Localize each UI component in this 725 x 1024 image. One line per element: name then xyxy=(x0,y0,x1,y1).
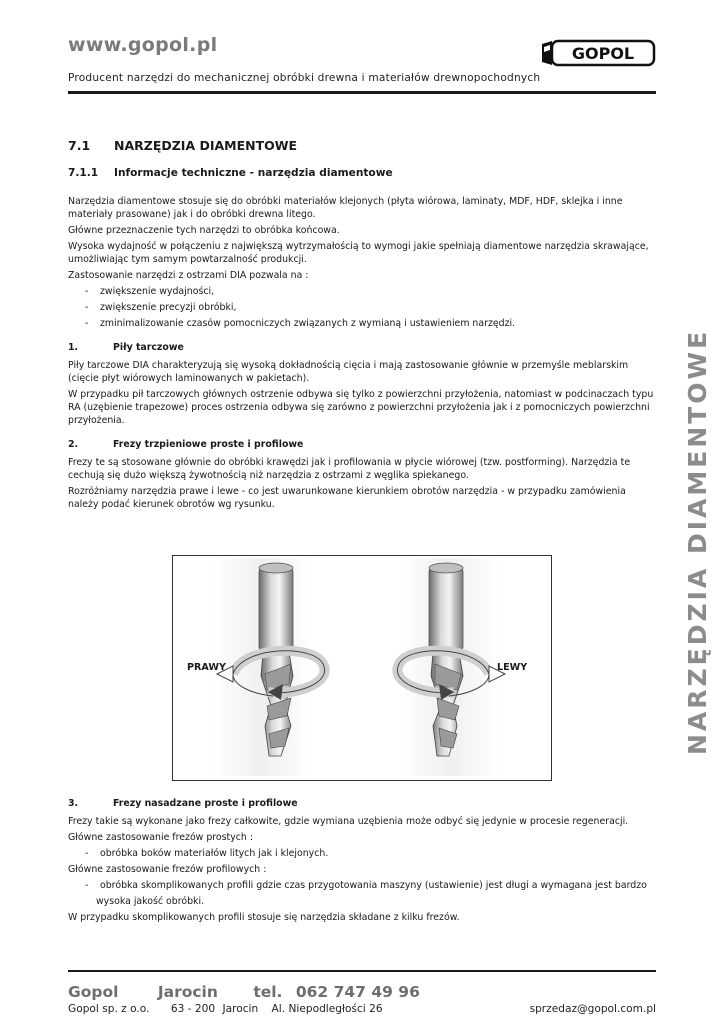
list-item-continuation: wysoka jakość obróbki. xyxy=(96,896,205,907)
footer-street: Al. Niepodległości 26 xyxy=(271,1003,383,1015)
heading-number: 1. xyxy=(68,342,79,353)
bore-paragraph-4: W przypadku skomplikowanych profili stosuje się narzędzia składane z kilku frezów. xyxy=(68,912,460,923)
subsection-heading xyxy=(68,167,658,179)
footer-email[interactable]: sprzedaz@gopol.com.pl xyxy=(529,1003,656,1015)
tagline: Producent narzędzi do mechanicznej obróbki drewna i materiałów drewnopochodnych xyxy=(68,72,541,84)
logo-text: GOPOL xyxy=(571,44,635,63)
footer-company: Gopol xyxy=(68,983,119,1001)
label-right-hand: PRAWY xyxy=(187,662,226,673)
footer-address-line xyxy=(68,1003,656,1015)
footer-postal-code: 63 - 200 xyxy=(170,1003,216,1015)
advantages-list xyxy=(68,285,658,330)
cutters-paragraph-2: Rozróżniamy narzędzia prawe i lewe - co jest uwarunkowane kierunkiem obrotów narzędzia - w przypadku zamówienia należy podać kierunek obrotów wg rysunku. xyxy=(68,486,626,510)
heading-circular-saws xyxy=(68,342,658,353)
main-content xyxy=(68,138,658,514)
saws-paragraph-2: W przypadku pił tarczowych głównych ostrzenie odbywa się tylko z powierzchni przyłożenia, natomiast w podcinaczach typu RA (uzębienie trapezowe) proces ostrzenia odbywa się zarówno z powierzchni przyłożenia jak i z pomocniczych powierzchni przyłożenia. xyxy=(68,389,654,426)
footer-legal-name: Gopol sp. z o.o. xyxy=(68,1003,150,1015)
bore-paragraph-3: Główne zastosowanie frezów profilowych : xyxy=(68,864,267,875)
footer-phone[interactable]: 062 747 49 96 xyxy=(295,983,420,1001)
side-category-title: NARZĘDZIA DIAMENTOWE xyxy=(683,328,712,755)
subsection-title: Informacje techniczne - narzędzia diamentowe xyxy=(114,167,393,179)
footer-contact-line xyxy=(68,983,658,1001)
heading-bore-cutters xyxy=(68,798,658,809)
footer-city: Jarocin xyxy=(157,983,218,1001)
rotation-direction-figure xyxy=(172,555,552,781)
heading-title: Frezy trzpieniowe proste i profilowe xyxy=(113,439,304,450)
gopol-logo xyxy=(540,38,656,68)
footer-rule xyxy=(68,970,656,972)
list-item: - obróbka boków materiałów litych jak i klejonych. xyxy=(68,847,658,860)
profile-uses-list xyxy=(68,879,658,892)
heading-number: 2. xyxy=(68,439,79,450)
cutter-illustration xyxy=(173,556,551,780)
site-url[interactable]: www.gopol.pl xyxy=(68,34,218,56)
list-item: - zwiększenie wydajności, xyxy=(68,285,658,298)
heading-title: Piły tarczowe xyxy=(113,342,184,353)
intro-paragraph-3: Wysoka wydajność w połączeniu z największą wytrzymałością to wymogi jakie spełniają diamentowe narzędzia skrawające, umożliwiając tym samym powtarzalność produkcji. xyxy=(68,241,649,265)
intro-paragraph-4: Zastosowanie narzędzi z ostrzami DIA pozwala na : xyxy=(68,270,309,281)
label-left-hand: LEWY xyxy=(497,662,528,673)
section-3-content xyxy=(68,798,658,927)
section-title: NARZĘDZIA DIAMENTOWE xyxy=(114,138,298,153)
section-number: 7.1 xyxy=(68,138,91,153)
subsection-number: 7.1.1 xyxy=(68,167,99,179)
cutters-paragraph-1: Frezy te są stosowane głównie do obróbki krawędzi jak i profilowania w płycie wiórowej (tzw. postforming). Narzędzia te cechują się dużo większą żywotnością niż narzędzia z ostrzami z węglika spiekanego. xyxy=(68,457,631,481)
section-heading xyxy=(68,138,658,153)
header-rule xyxy=(68,91,656,94)
straight-uses-list xyxy=(68,847,658,860)
intro-paragraph-1: Narzędzia diamentowe stosuje się do obróbki materiałów klejonych (płyta wiórowa, laminaty, MDF, HDF, sklejka i inne materiały prasowane) jak i do obróbki drewna litego. xyxy=(68,196,623,220)
list-item: - zwiększenie precyzji obróbki, xyxy=(68,301,658,314)
bore-paragraph-1: Frezy takie są wykonane jako frezy całkowite, gdzie wymiana uzębienia może odbyć się jedynie w procesie regeneracji. xyxy=(68,816,629,827)
heading-shank-cutters xyxy=(68,439,658,450)
list-item: - zminimalizowanie czasów pomocniczych związanych z wymianą i ustawieniem narzędzi. xyxy=(68,317,658,330)
bore-paragraph-2: Główne zastosowanie frezów prostych : xyxy=(68,832,254,843)
saws-paragraph-1: Piły tarczowe DIA charakteryzują się wysoką dokładnością cięcia i mają zastosowanie głównie w przemyśle meblarskim (cięcie płyt wiórowych laminowanych w pakietach). xyxy=(68,360,629,384)
footer-phone-label: tel. xyxy=(253,983,283,1001)
heading-number: 3. xyxy=(68,798,79,809)
footer-postal-city: Jarocin xyxy=(222,1003,259,1015)
heading-title: Frezy nasadzane proste i profilowe xyxy=(113,798,298,809)
intro-paragraph-2: Główne przeznaczenie tych narzędzi to obróbka końcowa. xyxy=(68,225,340,236)
list-item: - obróbka skomplikowanych profili gdzie czas przygotowania maszyny (ustawienie) jest długi a wymagana jest bardzo xyxy=(68,879,658,892)
